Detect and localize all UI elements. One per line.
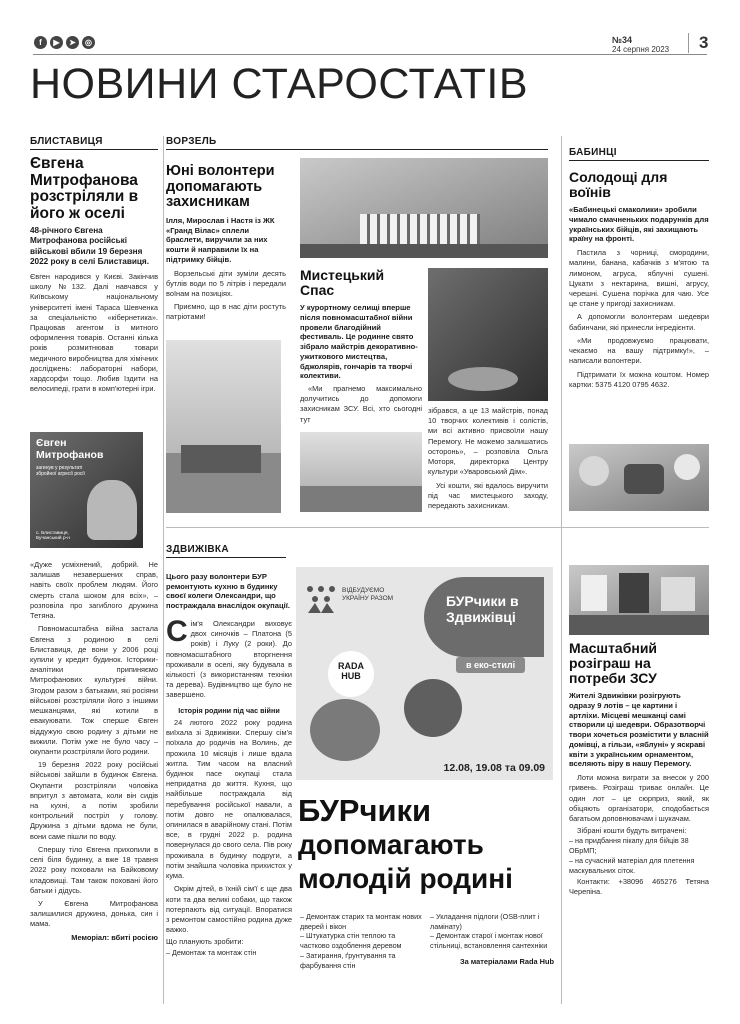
article-lead: «Бабинецькі смаколики» зробили чимало смачненьких подарунків для українських бійців, які захищають країну на фронті. — [569, 205, 709, 244]
poster-title-line: БУРчики в — [446, 593, 519, 609]
list-item: – Штукатурка стін теплою та частково оздоблення деревом — [300, 931, 424, 950]
list-item: – Демонтаж старої і монтаж нової стільниці, встановлення сантехніки — [430, 931, 554, 950]
section-label: БЛИСТАВИЦЯ — [30, 136, 158, 150]
raffle-purpose-list — [569, 836, 709, 875]
list-item: – Затирання, ґрунтування та фарбування стін — [300, 951, 424, 970]
article-headline: Мистецький Спас — [300, 267, 385, 299]
article-credit: Меморіал: вбиті росією — [71, 932, 158, 942]
facebook-icon[interactable]: f — [34, 36, 47, 49]
article-body: Повномасштабна війна застала Євгена з родиною в селі Блиставиця, де вони у 2006 році купили у кредит будинок. Історики-аналітики припиняємо Митрофанових культурні війни. Згодом разом з батьками, які росіяни військові розстріляли його з іншими мешканцями, які котили в евакуювати. Тож сперше Євген віддужую свою родину з дітьми не вижили. Потім уже не було часу – окупанти розстріляли його родини. — [30, 624, 158, 756]
article-zdvyzhivka — [166, 544, 292, 957]
article-body: Євген народився у Києві. Закінчив школу №132. Далі навчався у Київському національному університеті імені Тараса Шевченка за спеціальністю «кібернетика». Працював агентом із митного оформлення товарів. Останні кілька років розмитнював товари медичного виробництва для хімічних досліджень: лабораторні набори, хардсорфи тощо. Любив їздити на велосипеді, грати в комп'ютерні ігри. — [30, 271, 158, 394]
raffle-photo — [569, 565, 709, 635]
masthead: НОВИНИ СТАРОСТАТІВ — [30, 60, 528, 108]
article-body: С ім'я Олександри виховує двох синочків – Платона (5 років) і Луку (2 роки). До повномасштабного вторгнення проживали в оселі, яку будувала в кількості (з використанням техніки та дерева). Будівництво ще було не завершено. — [166, 614, 292, 700]
rebuild-logo-icon — [304, 583, 338, 617]
issue-date: 24 серпня 2023 — [612, 45, 670, 54]
memorial-card — [30, 432, 143, 548]
event-poster — [296, 567, 553, 780]
article-body: «Ми прагнемо максимально долучитись до допомоги захисникам ЗСУ. Всі, хто сьогодні тут — [300, 383, 422, 424]
list-intro: Що планують зробити: — [166, 937, 244, 947]
youtube-icon[interactable]: ▶ — [50, 36, 63, 49]
article-subhead: Історія родини під час війни — [178, 705, 280, 715]
article-lead: Ілля, Мирослав і Настя із ЖК «Гранд Вілас» сплели браслети, виручили за них кошти й направили їх на підтримку бійців. — [166, 215, 275, 264]
telegram-icon[interactable]: ➤ — [66, 36, 79, 49]
feature-title-line: БУРчики — [298, 793, 432, 828]
sweets-photo — [569, 444, 709, 511]
column-divider — [163, 136, 164, 1004]
issue-number: №34 — [612, 35, 633, 45]
section-label: ЗДВИЖІВКА — [166, 544, 286, 558]
article-spas-cont — [428, 406, 548, 511]
article-body: «Ми продовжуємо працювати, чекаємо на вашу підтримку!», – написали волонтери. — [569, 335, 709, 366]
article-body: Приємно, що в нас діти ростуть патріотами! — [166, 302, 286, 322]
article-body: Спершу тіло Євгена прихопили в селі біля будинку, а вже 18 травня 2022 року поховали на Байковому кладовищі. Там також поховані його батьки і дідусь. — [30, 844, 158, 895]
article-blystavytsia — [30, 136, 158, 395]
article-lead: 48-річного Євгена Митрофанова російські військові вбили 19 березня 2022 року в селі Блиставиця. — [30, 225, 149, 267]
article-babyntsi — [569, 147, 709, 390]
poster-dates: 12.08, 19.08 та 09.09 — [443, 762, 545, 774]
article-raffle — [569, 641, 709, 898]
todo-list-col1 — [300, 912, 424, 970]
article-body: Підтримати їх можна коштом. Номер картки: 5375 4120 0795 4632. — [569, 369, 709, 389]
article-body: Зібрані кошти будуть витрачені: — [577, 826, 687, 836]
portrait-photo — [87, 480, 137, 540]
list-item: – Демонтаж старих та монтаж нових дверей і вікон — [300, 912, 424, 931]
pottery-photo — [428, 268, 548, 401]
article-credit: За матеріалами Rada Hub — [459, 956, 554, 966]
todo-list-col2 — [430, 912, 554, 966]
todo-list — [166, 948, 292, 958]
article-body: Лоти можна виграти за внесок у 200 гривень. Розіграш триває онлайн. Це один лот – це сюрприз, який, як обіцяють організатори, сподобається багатьом доповнювачам і шукачам. — [569, 773, 709, 823]
poster-subtitle: в еко-стилі — [456, 657, 525, 673]
list-item: – на сучасний матеріал для плетення маскувальних сіток. — [569, 856, 709, 875]
article-body: Ворзельські діти зуміли десять бутлів води по 5 літрів і передали воїнам на позиціях. — [166, 268, 286, 298]
poster-photo-right — [404, 679, 462, 737]
card-subtitle: загинув у результаті збройної агресії росії — [36, 465, 85, 477]
article-headline: Масштабний розіграш на потреби ЗСУ — [569, 640, 658, 687]
poster-title-box — [424, 577, 544, 657]
article-blystavytsia-cont — [30, 560, 158, 942]
feature-title — [298, 794, 558, 896]
article-headline: Солодощі для воїнів — [569, 169, 668, 201]
list-item: – на придбання пікапу для бійців 38 ОБрМП; — [569, 836, 709, 855]
feature-title-line: молодій родині — [298, 863, 513, 894]
article-body: 24 лютого 2022 року родина виїхала зі Здвижівки. Спершу сім'я поїхала до родичів на Волинь, де прожила 10 місяців і лише вдала житла. Тим часом на власний будинок пасе окупаці стала непридатна до життя. Кухня, що найбільше постраждала від перебування російської навали, а потім довго не опалювалася, опинилася в аварійному стані. Потім все, в грудні 2022 р. родина повернулася до свого села. Пів року проживала в будинку подруги, а потім знайшла чоловіка прихистох у кума. — [166, 717, 292, 881]
social-icons — [34, 36, 95, 49]
section-divider — [166, 527, 709, 528]
article-lead: У курортному селищі вперше після повномасштабної війни провели благодійний фестиваль. Це родинне свято зібрало майстрів декоративно-ужиткового мистецтва, бджолярів, гончарів та творчі колективи. — [300, 303, 418, 381]
article-body: 19 березня 2022 року російські військові зайшли в будинок Євгена. Окупанти розстріляли чоловіка впритул з автомата, коли він сидів на кухні, а потім зробили контрольний постріл у голову. Дружина з дітьми вдома не були, вони саме пішли по воду. — [30, 760, 158, 841]
feature-title-line: допомагають — [298, 829, 484, 860]
festival-stage-photo — [300, 158, 548, 258]
poster-photo-left — [310, 699, 380, 761]
article-body: Усі кошти, які вдалось виручити під час мистецького заходу, передають захисникам. — [428, 480, 548, 510]
article-lead: Жителі Здвижівки розігрують одразу 9 лотів – це картини і артліхи. Місцеві мешканці самі створили ці шедеври. Образотворчі твори хочеться розмістити у власній домівці, а гільзи, «яблуні» у яскраві квіти з українським орнаментом, вселяють віру в нашу Перемогу. — [569, 691, 709, 769]
instagram-icon[interactable]: ◎ — [82, 36, 95, 49]
article-body: зібрався, а це 13 майстрів, понад 10 творчих колективів і солістів, ми всі активно присвоїли нашу Перемогу. Не можемо залишатись осторонь», – розповіла Ольга Моторя, директорка Центру культури «Уваровський Дім». — [428, 406, 548, 477]
section-label: БАБИНЦІ — [569, 147, 709, 161]
article-headline: Євгена Митрофанова розстріляли в його ж оселі — [30, 155, 139, 223]
section-label: ВОРЗЕЛЬ — [166, 136, 548, 150]
article-body: У Євгена Митрофанова залишилися дружина, донька, син і мама. — [30, 899, 158, 929]
column-divider — [561, 136, 562, 1004]
article-lead: Цього разу волонтери БУР ремонтують кухню в будинку своєї колеги Олександри, що постраждала внаслідок окупації. — [166, 572, 291, 611]
article-contacts: Контакти: +38096 465276 Тетяна Черепіна. — [569, 877, 709, 897]
rada-hub-badge: RADA HUB — [328, 651, 374, 697]
article-headline: Юні волонтери допомагають захисникам — [166, 163, 275, 211]
card-place: с. Блиставиця, Бучанський р-н — [36, 530, 70, 542]
article-vorzel — [166, 136, 286, 323]
poster-logo-text: ВІДБУДУЄМО УКРАЇНУ РАЗОМ — [342, 587, 394, 602]
drop-cap: С — [166, 614, 188, 648]
list-item: – Демонтаж та монтаж стін — [166, 948, 292, 958]
poster-title-line: Здвижівці — [446, 609, 516, 625]
issue-info — [612, 35, 669, 55]
article-body: Окрім дітей, в їхній сім'ї є ще два коти та два великі собаки, що також потерпають від ситуації. Впоратися з ремонтом самостійно родина дуже важко. — [166, 884, 292, 935]
fair-photo — [300, 432, 422, 512]
article-body: «Дуже усміхнений, добрий. Не залишав незавершених справ, навіть своїх проблем людям. Його смерть стала шоком для всіх», – розповіла про загиблого дружина Тетяна. — [30, 560, 158, 621]
card-name: Євген Митрофанов — [36, 437, 104, 461]
page-number: 3 — [688, 33, 708, 53]
header-rule — [33, 54, 707, 55]
list-item: – Укладання підлоги (OSB-плит і ламінату) — [430, 912, 554, 931]
volunteers-photo — [166, 340, 281, 513]
article-body: Пастила з чорниці, смородини, малини, банана, кабачків з м'ятою та лимоном, агруса, яблучні сушені. Цукати з нектарина, вишні, агрусу, черешні. Сушена порічка для чаю. Усе це стане у пригоді захисникам. — [569, 248, 709, 309]
article-body: А допомогли волонтерам шедеври бабинчани, які принесли інгредієнти. — [569, 312, 709, 332]
article-spas — [300, 268, 422, 425]
